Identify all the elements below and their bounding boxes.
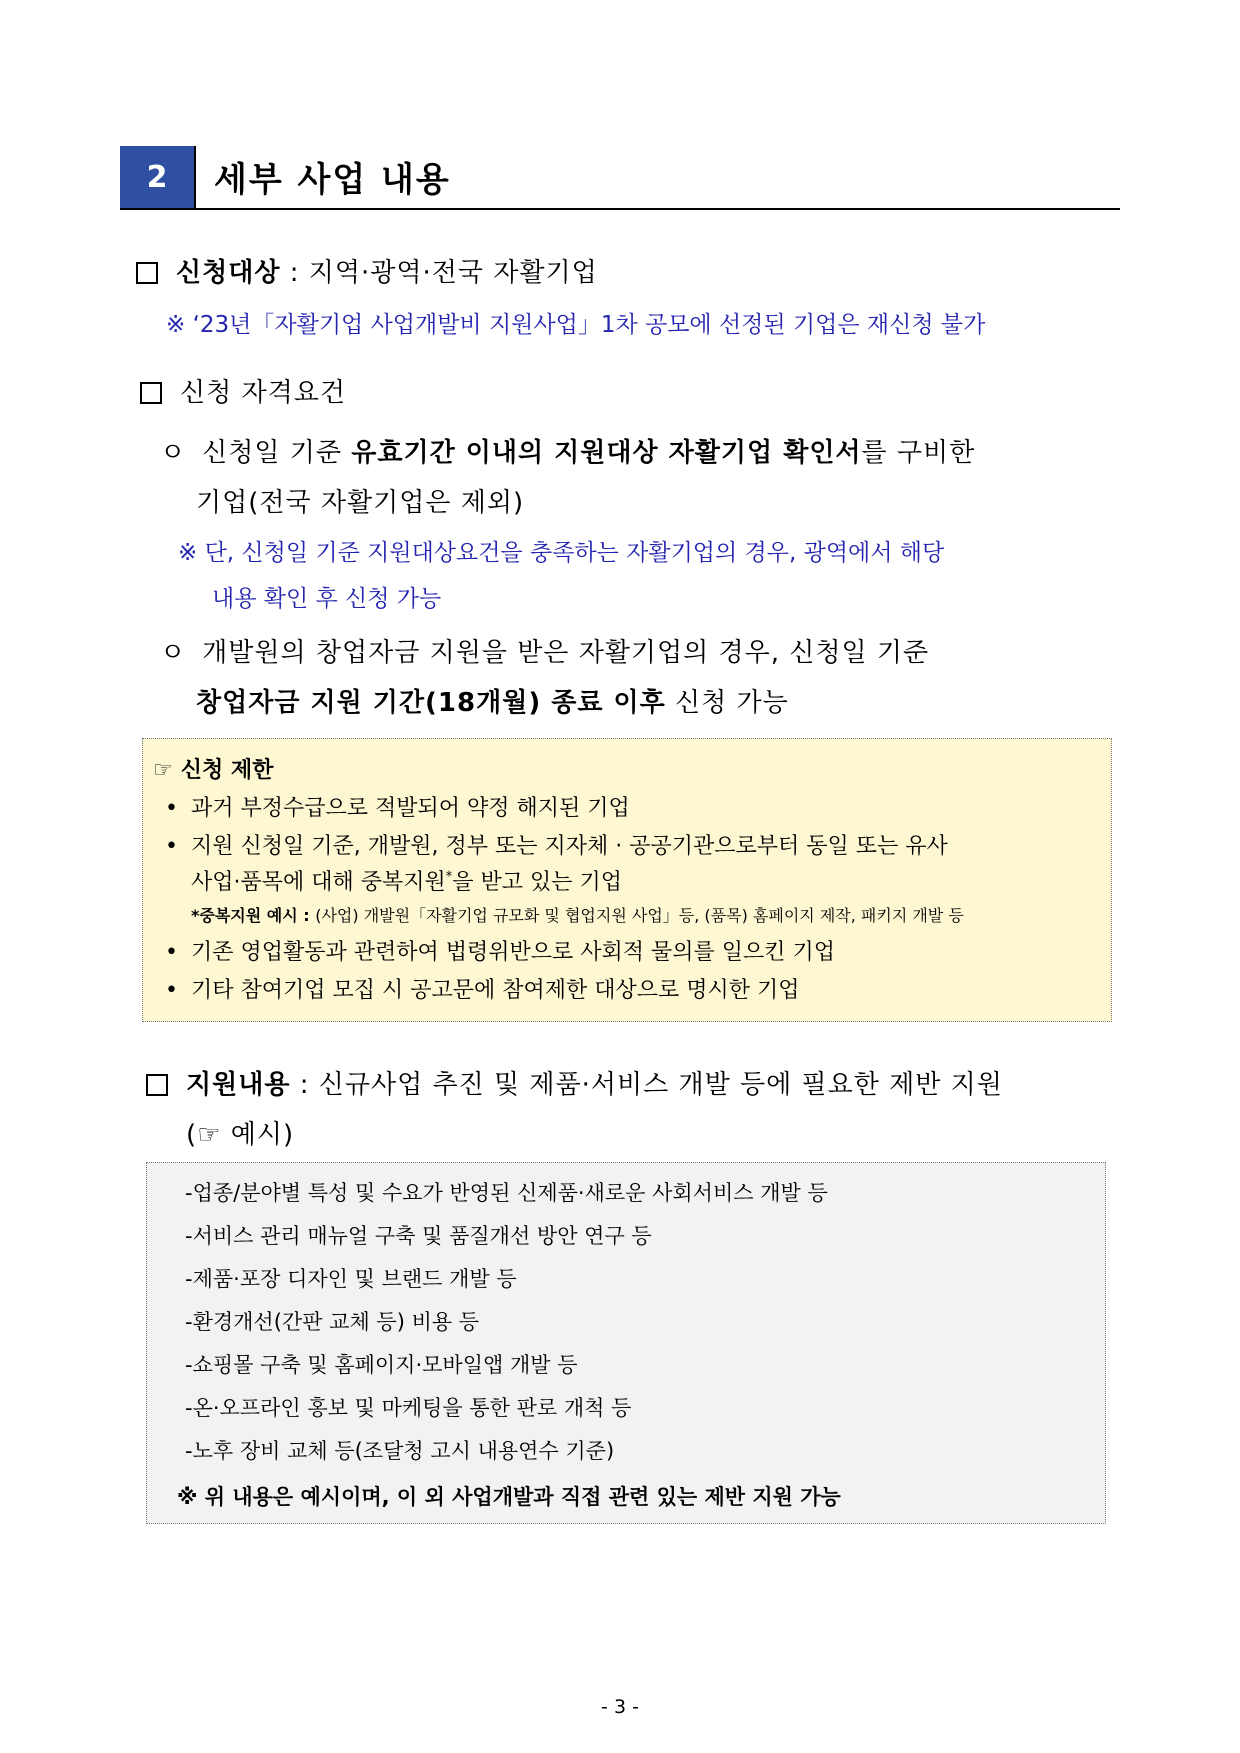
circle-marker-icon: ㅇ: [160, 438, 187, 468]
target-note: ※ ‘23년「자활기업 사업개발비 지원사업」1차 공모에 선정된 기업은 재신청 불가: [166, 312, 986, 338]
restriction-footnote: [191, 903, 964, 926]
example-note: ※ 위 내용은 예시이며, 이 외 사업개발과 직접 관련 있는 제반 지원 가능: [177, 1485, 841, 1509]
eligibility-item-1-cont: 기업(전국 자활기업은 제외): [196, 488, 525, 518]
restriction-item-2-line-2-post: 을 받고 있는 기업: [452, 870, 623, 895]
target-label: 신청대상: [176, 258, 281, 288]
target-line: [136, 252, 598, 289]
example-box: [146, 1162, 1106, 1524]
eligibility-heading: 신청 자격요건: [180, 378, 346, 408]
checkbox-square-icon: [146, 1074, 168, 1096]
eligibility-item-2-post: 신청 가능: [665, 688, 789, 718]
restriction-title: 신청 제한: [180, 758, 274, 783]
eligibility-item-2-line-1: 개발원의 창업자금 지원을 받은 자활기업의 경우, 신청일 기준: [202, 638, 930, 668]
footnote-marker: *: [445, 869, 453, 885]
section-divider-vertical: [194, 146, 196, 208]
support-value: 신규사업 추진 및 제품·서비스 개발 등에 필요한 제반 지원: [318, 1070, 1003, 1100]
restriction-item-4: [165, 973, 800, 1004]
example-item: -환경개선(간판 교체 등) 비용 등: [185, 1310, 480, 1334]
eligibility-note-line-1: ※ 단, 신청일 기준 지원대상요건을 충족하는 자활기업의 경우, 광역에서 해당: [178, 540, 945, 566]
checkbox-square-icon: [136, 262, 158, 284]
footnote-text: (사업) 개발원「자활기업 규모화 및 협업지원 사업」등, (품목) 홈페이지 제작, 패키지 개발 등: [315, 906, 964, 925]
section-title: 세부 사업 내용: [214, 160, 451, 200]
example-item: -제품·포장 디자인 및 브랜드 개발 등: [185, 1267, 517, 1291]
eligibility-item-2: [160, 632, 929, 669]
restriction-item-4-text: 기타 참여기업 모집 시 공고문에 참여제한 대상으로 명시한 기업: [191, 978, 800, 1003]
eligibility-item-1-pre: 신청일 기준: [202, 438, 352, 468]
example-item: -쇼핑몰 구축 및 홈페이지·모바일앱 개발 등: [185, 1353, 578, 1377]
eligibility-item-2-cont: [196, 682, 789, 719]
eligibility-item-1-post: 를 구비한: [861, 438, 976, 468]
eligibility-item-1-bold: 유효기간 이내의 지원대상 자활기업 확인서: [351, 438, 862, 468]
example-item: -업종/분야별 특성 및 수요가 반영된 신제품·새로운 사회서비스 개발 등: [185, 1181, 828, 1205]
example-item: -노후 장비 교체 등(조달청 고시 내용연수 기준): [185, 1439, 615, 1463]
restriction-item-1: [165, 791, 630, 822]
checkbox-square-icon: [140, 382, 162, 404]
bullet-icon: •: [165, 940, 178, 965]
support-example-ref: (☞ 예시): [186, 1120, 295, 1150]
section-number-badge: 2: [120, 146, 194, 208]
example-item: -온·오프라인 홍보 및 마케팅을 통한 판로 개척 등: [185, 1396, 632, 1420]
eligibility-item-1: [160, 432, 975, 469]
restriction-item-2-line-2-pre: 사업·품목에 대해 중복지원: [191, 870, 446, 895]
bullet-icon: •: [165, 834, 178, 859]
bullet-icon: •: [165, 978, 178, 1003]
eligibility-item-2-bold: 창업자금 지원 기간(18개월) 종료 이후: [196, 688, 666, 718]
footnote-label: *중복지원 예시 :: [191, 906, 316, 925]
eligibility-heading-line: [140, 372, 346, 409]
section-underline: [120, 208, 1120, 210]
restriction-item-3-text: 기존 영업활동과 관련하여 법령위반으로 사회적 물의를 일으킨 기업: [191, 940, 836, 965]
example-item: -서비스 관리 매뉴얼 구축 및 품질개선 방안 연구 등: [185, 1224, 652, 1248]
target-separator: :: [280, 258, 309, 288]
restriction-item-1-text: 과거 부정수급으로 적발되어 약정 해지된 기업: [191, 796, 630, 821]
restriction-box: [142, 738, 1112, 1022]
page-number: - 3 -: [601, 1696, 639, 1718]
support-separator: :: [290, 1070, 319, 1100]
circle-marker-icon: ㅇ: [160, 638, 187, 668]
support-label: 지원내용: [186, 1070, 291, 1100]
bullet-icon: •: [165, 796, 178, 821]
restriction-item-2-cont: [191, 865, 622, 896]
pointing-hand-icon: ☞: [153, 758, 173, 783]
restriction-item-3: [165, 935, 835, 966]
eligibility-note-line-2: 내용 확인 후 신청 가능: [212, 586, 442, 612]
target-value: 지역·광역·전국 자활기업: [308, 258, 598, 288]
restriction-item-2: [165, 829, 948, 860]
restriction-title-line: [153, 753, 273, 784]
restriction-item-2-line-1: 지원 신청일 기준, 개발원, 정부 또는 지자체 · 공공기관으로부터 동일 또는 유사: [191, 834, 948, 859]
support-line: [146, 1064, 1003, 1101]
